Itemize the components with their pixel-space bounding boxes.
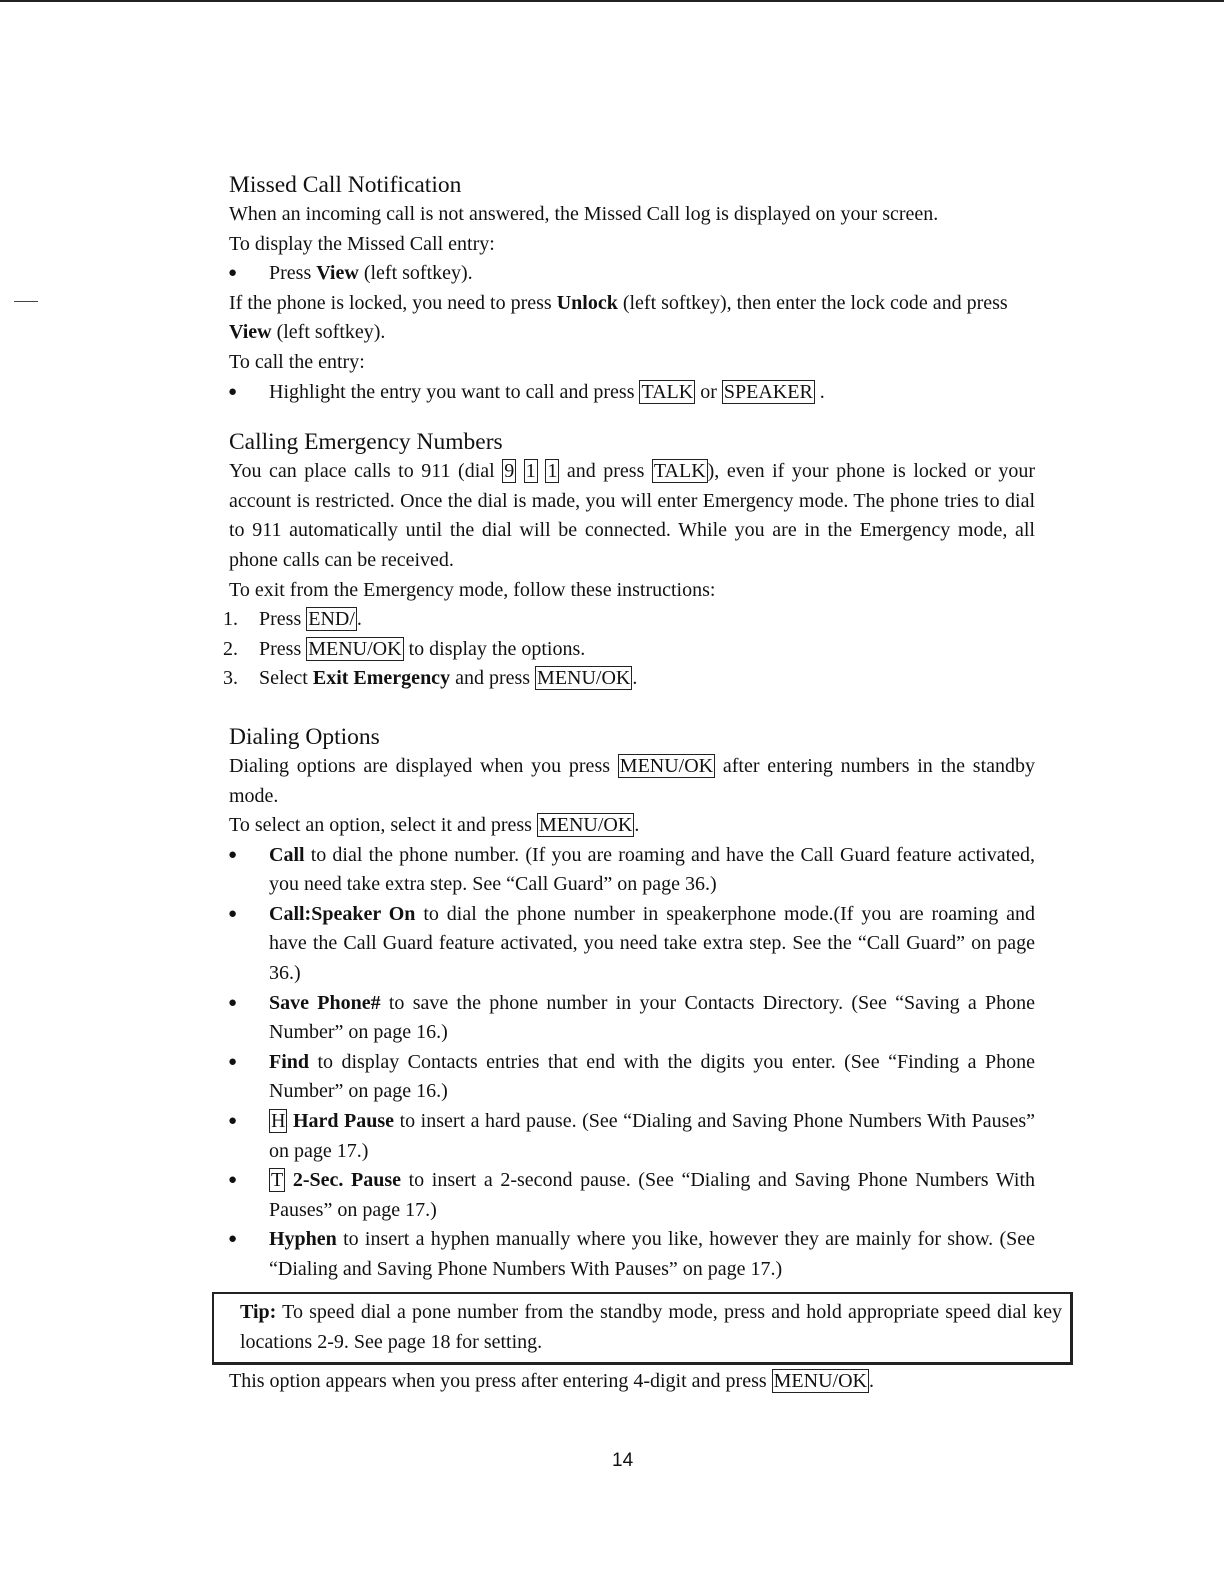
menu-ok-key: MENU/OK xyxy=(619,754,714,777)
bullet-list xyxy=(229,378,1035,408)
paragraph: If the phone is locked, you need to press Unlock (left softkey), then enter the lock code and press View (left softkey). xyxy=(229,291,1008,344)
paragraph: When an incoming call is not answered, the Missed Call log is displayed on your screen. xyxy=(229,203,939,225)
missed-call-section xyxy=(229,170,1035,407)
option-item-hard-pause: ● H Hard Pause to insert a hard pause. (See “Dialing and Saving Phone Numbers With Pauses” on page 17.) xyxy=(229,1107,1035,1166)
section-heading: Missed Call Notification xyxy=(229,172,462,198)
step-item: 3. Select Exit Emergency and press MENU/OK . xyxy=(223,667,638,690)
h-key: H xyxy=(271,1110,286,1133)
margin-mark xyxy=(14,301,38,302)
paragraph: Dialing options are displayed when you press MENU/OK after entering numbers in the standby mode. xyxy=(229,754,1035,807)
option-list xyxy=(229,841,1035,1285)
digit-key: 1 xyxy=(547,460,558,483)
talk-key: TALK xyxy=(653,460,706,483)
section-heading: Calling Emergency Numbers xyxy=(229,429,503,456)
option-name: Call xyxy=(269,843,305,866)
option-name: Call:Speaker On xyxy=(269,902,416,925)
tip-box xyxy=(212,1292,1073,1365)
dialing-options-section xyxy=(229,722,1035,1285)
menu-ok-key: MENU/OK xyxy=(538,814,633,837)
option-name: Hyphen xyxy=(269,1228,337,1251)
option-name: Hard Pause xyxy=(292,1110,395,1133)
menu-ok-key: MENU/OK xyxy=(537,667,631,690)
paragraph: To exit from the Emergency mode, follow these instructions: xyxy=(229,578,716,601)
step-list xyxy=(223,605,1035,694)
menu-option-name: Exit Emergency xyxy=(312,667,451,690)
option-item-call: ● Call to dial the phone number. (If you are roaming and have the Call Guard feature activated, you need take extra step. See “Call Guard” on page 36.) xyxy=(229,841,1035,900)
step-item: 1. Press END/ . xyxy=(223,608,362,631)
manual-page-content xyxy=(223,170,1036,1285)
list-item: ● Highlight the entry you want to call and press TALK or SPEAKER . xyxy=(229,378,1035,408)
option-item-find: ● Find to display Contacts entries that end with the digits you enter. (See “Finding a Phone Number” on page 16.) xyxy=(229,1048,1035,1107)
t-key: T xyxy=(271,1169,284,1192)
softkey-name: Unlock xyxy=(556,291,618,314)
list-item: ● Press View (left softkey). xyxy=(229,259,1035,289)
option-item-call-speaker-on: ● Call:Speaker On to dial the phone number in speakerphone mode.(If you are roaming and have the Call Guard feature activated, you need take extra step. See the “Call Guard” on page 36.) xyxy=(229,900,1035,989)
option-name: Save Phone# xyxy=(269,991,381,1014)
page-number: 14 xyxy=(612,1450,634,1471)
option-item-save-phone: ● Save Phone# to save the phone number in your Contacts Directory. (See “Saving a Phone Number” on page 16.) xyxy=(229,989,1035,1048)
menu-ok-key: MENU/OK xyxy=(308,637,402,660)
footnote: This option appears when you press after entering 4-digit and press MENU/OK . xyxy=(229,1370,874,1392)
digit-key: 9 xyxy=(504,460,515,483)
bullet-list xyxy=(229,259,1035,289)
option-name: 2-Sec. Pause xyxy=(292,1169,401,1192)
speaker-key: SPEAKER xyxy=(723,380,813,403)
paragraph: To call the entry: xyxy=(229,350,365,373)
tip-label: Tip: xyxy=(240,1301,277,1323)
option-item-hyphen: ● Hyphen to insert a hyphen manually where you like, however they are mainly for show. (See “Dialing and Saving Phone Numbers With Pauses” on page 17.) xyxy=(229,1225,1035,1284)
paragraph: You can place calls to 911 (dial 9 1 1 and press TALK ), even if your phone is locked or your account is restricted. Once the dial is made, you will enter Emergency mode. The phone tries to dial to 911 automatically until the dial will be connected. While you are in the Emergency mode, all phone calls can be received. xyxy=(229,460,1036,571)
softkey-name: View xyxy=(229,321,272,344)
tip-text: To speed dial a pone number from the standby mode, press and hold appropriate speed dial key locations 2-9. See page 18 for setting. xyxy=(240,1301,1062,1353)
talk-key: TALK xyxy=(641,380,694,403)
option-name: Find xyxy=(269,1050,310,1073)
menu-ok-key: MENU/OK xyxy=(773,1370,867,1392)
emergency-section xyxy=(223,427,1036,694)
paragraph: To select an option, select it and press MENU/OK . xyxy=(229,814,640,837)
step-item: 2. Press MENU/OK to display the options. xyxy=(223,637,586,660)
option-item-2sec-pause: ● T 2-Sec. Pause to insert a 2-second pause. (See “Dialing and Saving Phone Numbers With Pauses” on page 17.) xyxy=(229,1166,1035,1225)
digit-key: 1 xyxy=(525,460,536,483)
end-key: END/ xyxy=(308,608,355,631)
section-heading: Dialing Options xyxy=(229,723,380,750)
page-top-rule xyxy=(0,0,1224,2)
softkey-name: View xyxy=(316,262,359,285)
paragraph: To display the Missed Call entry: xyxy=(229,232,495,255)
